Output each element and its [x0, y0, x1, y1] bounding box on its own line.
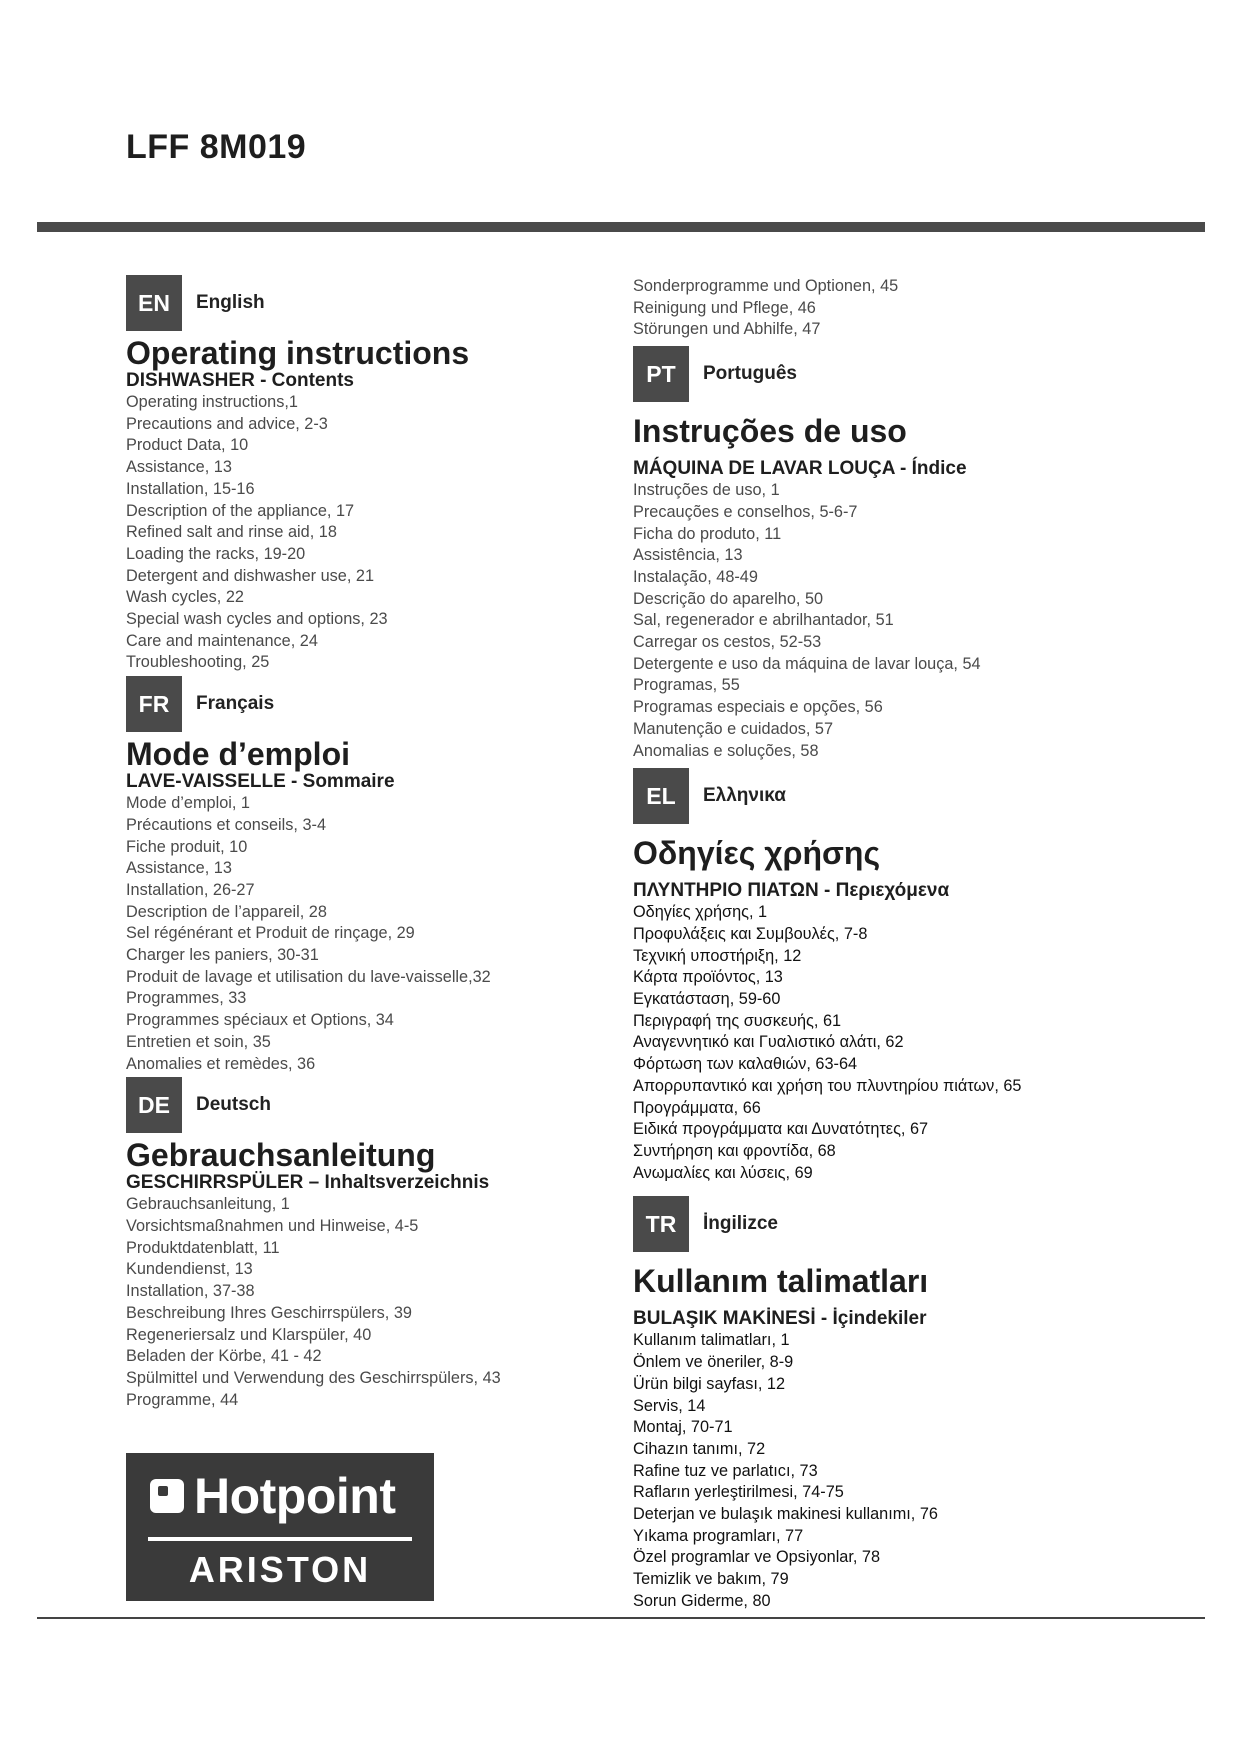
toc-list-fr [126, 793, 646, 1075]
toc-item: Refined salt and rinse aid, 18 [126, 523, 337, 542]
toc-item: Installation, 37-38 [126, 1282, 255, 1301]
language-name-el: Ελληνικα [703, 785, 786, 807]
toc-list-pt [633, 480, 1153, 762]
logo-brand-top: Hotpoint [194, 1468, 396, 1524]
toc-item: Beladen der Körbe, 41 - 42 [126, 1347, 322, 1366]
toc-list-el [633, 902, 1153, 1184]
language-name-fr: Français [196, 693, 275, 715]
section-subtitle-tr: BULAŞIK MAKİNESİ - İçindekiler [633, 1308, 927, 1330]
toc-item: Προγράμματα, 66 [633, 1098, 761, 1117]
language-badge-el: EL [633, 768, 689, 824]
header-rule [37, 222, 1205, 232]
toc-item: Kundendienst, 13 [126, 1260, 253, 1279]
toc-item: Regeneriersalz und Klarspüler, 40 [126, 1325, 372, 1344]
toc-item: Troubleshooting, 25 [126, 653, 270, 672]
toc-list-tr [633, 1330, 1153, 1612]
language-badge-en: EN [126, 275, 182, 331]
toc-item: Sel régénérant et Produit de rinçage, 29 [126, 924, 415, 943]
toc-item: Manutenção e cuidados, 57 [633, 719, 834, 738]
language-badge-fr: FR [126, 676, 182, 732]
toc-item: Προφυλάξεις και Συμβουλές, 7-8 [633, 924, 868, 943]
toc-list-en [126, 392, 646, 674]
toc-item: Cihazın tanımı, 72 [633, 1439, 766, 1458]
toc-item: Συντήρηση και φροντίδα, 68 [633, 1141, 836, 1160]
toc-item: Precauções e conselhos, 5-6-7 [633, 502, 858, 521]
toc-item: Yıkama programları, 77 [633, 1526, 804, 1545]
toc-item: Anomalies et remèdes, 36 [126, 1054, 316, 1073]
toc-item: Αναγεννητικό και Γυαλιστικό αλάτι, 62 [633, 1033, 904, 1052]
toc-item: Care and maintenance, 24 [126, 631, 318, 650]
toc-item: Programmes spéciaux et Options, 34 [126, 1011, 394, 1030]
language-header-pt [633, 346, 1153, 402]
hotpoint-ariston-logo [126, 1453, 434, 1601]
toc-item: Sal, regenerador e abrilhantador, 51 [633, 611, 894, 630]
toc-item: Sonderprogramme und Optionen, 45 [633, 277, 899, 295]
toc-item: Τεχνική υποστήριξη, 12 [633, 946, 802, 965]
logo-brand-bottom: ARISTON [188, 1549, 372, 1590]
section-tr [633, 1196, 1153, 1612]
section-en [126, 275, 646, 674]
toc-item: Ürün bilgi sayfası, 12 [633, 1374, 786, 1393]
toc-item: Kullanım talimatları, 1 [633, 1331, 790, 1350]
toc-item: Ειδικά προγράμματα και Δυνατότητες, 67 [633, 1120, 929, 1139]
toc-item: Installation, 15-16 [126, 479, 255, 498]
toc-item: Εγκατάσταση, 59-60 [633, 990, 781, 1009]
right-column [633, 276, 1153, 1613]
section-subtitle-fr: LAVE-VAISSELLE - Sommaire [126, 771, 395, 793]
toc-item: Spülmittel und Verwendung des Geschirrspülers, 43 [126, 1368, 501, 1387]
toc-item: Detergente e uso da máquina de lavar louça, 54 [633, 654, 981, 673]
toc-item: Assistance, 13 [126, 859, 232, 878]
section-title-de: Gebrauchsanleitung [126, 1137, 436, 1174]
toc-item: Sorun Giderme, 80 [633, 1591, 771, 1610]
toc-item: Vorsichtsmaßnahmen und Hinweise, 4-5 [126, 1216, 419, 1235]
toc-item: Programmes, 33 [126, 989, 247, 1008]
model-title: LFF 8M019 [126, 128, 307, 166]
language-badge-pt: PT [633, 346, 689, 402]
toc-item: Οδηγίες χρήσης, 1 [633, 903, 768, 922]
toc-item: Entretien et soin, 35 [126, 1032, 271, 1051]
toc-item: Anomalias e soluções, 58 [633, 741, 819, 760]
section-fr [126, 676, 646, 1075]
section-subtitle-el: ΠΛΥΝΤΗΡΙΟ ΠΙΑΤΩΝ - Περιεχόμενα [633, 880, 950, 902]
toc-item: Précautions et conseils, 3-4 [126, 815, 327, 834]
toc-list-de [126, 1194, 646, 1411]
language-name-tr: İngilizce [703, 1213, 778, 1235]
toc-item: Description de l’appareil, 28 [126, 902, 327, 921]
toc-item: Κάρτα προϊόντος, 13 [633, 968, 783, 987]
section-title-en: Operating instructions [126, 335, 470, 371]
toc-item: Beschreibung Ihres Geschirrspülers, 39 [126, 1303, 412, 1322]
logo-mark-icon [150, 1479, 184, 1513]
left-column [126, 275, 646, 1411]
logo-divider [148, 1537, 412, 1541]
toc-item: Precautions and advice, 2-3 [126, 414, 328, 433]
toc-item: Περιγραφή της συσκευής, 61 [633, 1011, 842, 1030]
language-name-de: Deutsch [196, 1094, 271, 1116]
toc-item: Charger les paniers, 30-31 [126, 946, 319, 965]
section-subtitle-en: DISHWASHER - Contents [126, 370, 354, 391]
toc-item: Carregar os cestos, 52-53 [633, 633, 822, 652]
toc-item: Deterjan ve bulaşık makinesi kullanımı, 76 [633, 1505, 938, 1524]
language-badge-de: DE [126, 1077, 182, 1133]
toc-item: Detergent and dishwasher use, 21 [126, 566, 374, 585]
language-header-tr [633, 1196, 1153, 1252]
footer-rule [37, 1617, 1205, 1619]
language-badge-tr: TR [633, 1196, 689, 1252]
section-title-pt: Instruções de uso [633, 413, 907, 450]
language-header-fr [126, 676, 646, 732]
section-pt [633, 346, 1153, 762]
language-name-pt: Português [703, 363, 797, 385]
toc-item: Özel programlar ve Opsiyonlar, 78 [633, 1548, 881, 1567]
toc-item: Ficha do produto, 11 [633, 524, 782, 543]
toc-item: Απορρυπαντικό και χρήση του πλυντηρίου πιάτων, 65 [633, 1076, 1022, 1095]
toc-item: Instruções de uso, 1 [633, 481, 780, 500]
section-el [633, 768, 1153, 1184]
toc-item: Product Data, 10 [126, 436, 249, 455]
toc-item: Descrição do aparelho, 50 [633, 589, 824, 608]
section-title-tr: Kullanım talimatları [633, 1263, 929, 1300]
toc-item: Fiche produit, 10 [126, 837, 248, 856]
toc-list-de-continued [633, 276, 1153, 341]
toc-item: Special wash cycles and options, 23 [126, 610, 388, 629]
language-header-el [633, 768, 1153, 824]
toc-item: Assistência, 13 [633, 546, 743, 565]
toc-item: Description of the appliance, 17 [126, 501, 355, 520]
toc-item: Programas especiais e opções, 56 [633, 698, 883, 717]
toc-item: Önlem ve öneriler, 8-9 [633, 1353, 794, 1372]
toc-item: Φόρτωση των καλαθιών, 63-64 [633, 1055, 858, 1074]
language-header-en [126, 275, 646, 331]
toc-item: Wash cycles, 22 [126, 588, 244, 607]
toc-item: Reinigung und Pflege, 46 [633, 298, 816, 317]
section-de [126, 1077, 646, 1411]
toc-item: Rafların yerleştirilmesi, 74-75 [633, 1483, 844, 1502]
language-name-en: English [196, 292, 265, 313]
toc-item: Produit de lavage et utilisation du lave-vaisselle,32 [126, 967, 491, 986]
toc-item: Assistance, 13 [126, 458, 232, 477]
toc-item: Ανωμαλίες και λύσεις, 69 [633, 1163, 813, 1182]
toc-item: Programme, 44 [126, 1390, 239, 1409]
toc-item: Operating instructions,1 [126, 393, 298, 411]
toc-item: Rafine tuz ve parlatıcı, 73 [633, 1461, 818, 1480]
section-title-fr: Mode d’emploi [126, 736, 350, 773]
toc-item: Servis, 14 [633, 1396, 706, 1415]
language-header-de [126, 1077, 646, 1133]
toc-item: Instalação, 48-49 [633, 567, 758, 586]
toc-item: Montaj, 70-71 [633, 1418, 733, 1437]
toc-item: Mode d’emploi, 1 [126, 794, 250, 813]
toc-item: Installation, 26-27 [126, 880, 255, 899]
toc-item: Programas, 55 [633, 676, 740, 695]
toc-item: Produktdatenblatt, 11 [126, 1238, 280, 1257]
section-subtitle-de: GESCHIRRSPÜLER – Inhaltsverzeichnis [126, 1172, 490, 1194]
toc-item: Störungen und Abhilfe, 47 [633, 320, 821, 339]
section-subtitle-pt: MÁQUINA DE LAVAR LOUÇA - Índice [633, 458, 967, 480]
section-title-el: Οδηγίες χρήσης [633, 835, 881, 872]
toc-item: Loading the racks, 19-20 [126, 544, 306, 563]
toc-item: Gebrauchsanleitung, 1 [126, 1195, 290, 1214]
toc-item: Temizlik ve bakım, 79 [633, 1570, 789, 1589]
